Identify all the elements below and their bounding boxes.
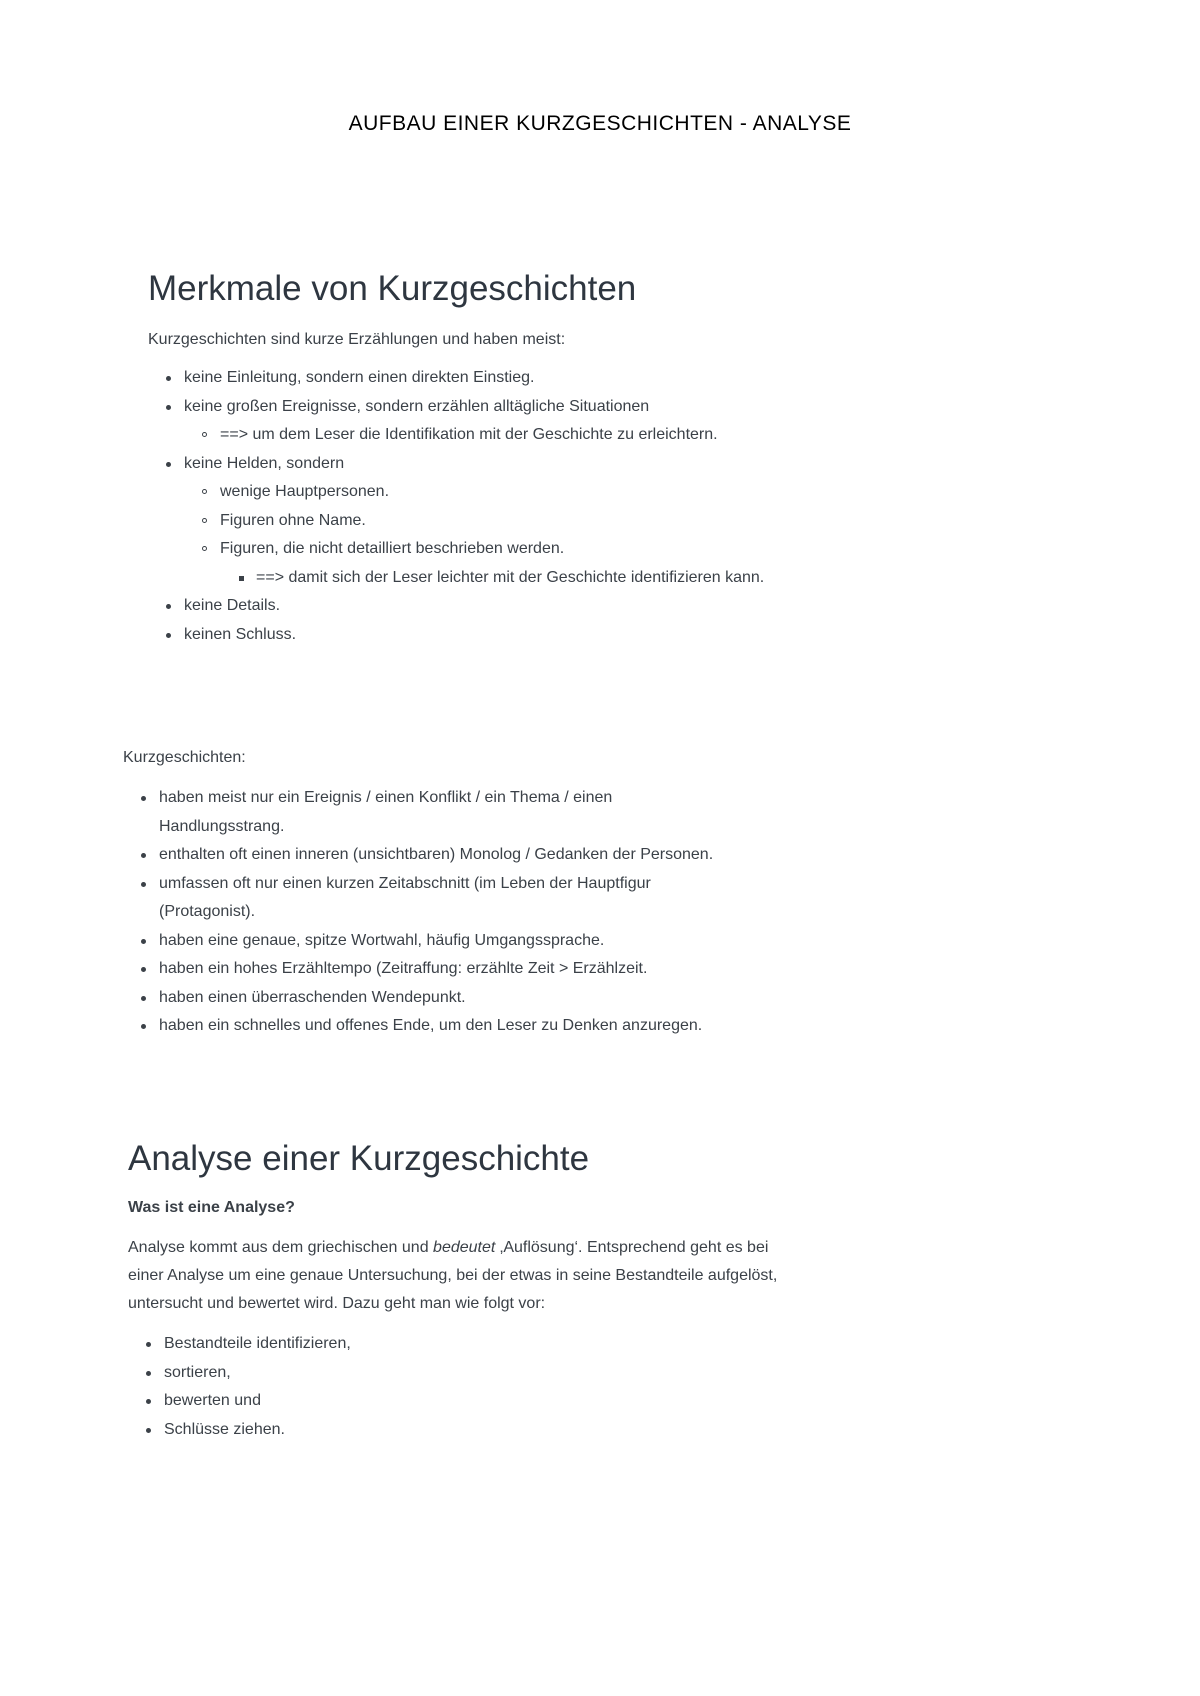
list-item: haben ein schnelles und offenes Ende, um den Leser zu Denken anzuregen. [123, 1012, 813, 1041]
section-heading-merkmale: Merkmale von Kurzgeschichten [148, 269, 637, 308]
feature-list [148, 364, 848, 649]
list-item: haben meist nur ein Ereignis / einen Konflikt / ein Thema / einen Handlungsstrang. [123, 784, 719, 841]
sub-sub-list-item: ==> damit sich der Leser leichter mit der Geschichte identifizieren kann. [220, 564, 790, 593]
section-merkmale [148, 268, 848, 649]
section-analyse [128, 1138, 828, 1444]
list-item: Bestandteile identifizieren, [128, 1330, 828, 1359]
sub-list-item: ==> um dem Leser die Identifikation mit der Geschichte zu erleichtern. [184, 421, 848, 450]
list-item-text: keine großen Ereignisse, sondern erzählen alltägliche Situationen [184, 397, 650, 415]
steps-list [128, 1330, 828, 1444]
paragraph-italic: bedeutet [433, 1239, 496, 1256]
section-heading-analyse: Analyse einer Kurzgeschichte [128, 1139, 590, 1178]
list-item-text: keine Helden, sondern [184, 454, 345, 472]
sub-list-item [184, 535, 848, 592]
sub-list [184, 421, 848, 450]
sub-sub-list [220, 564, 790, 593]
sub-list-item: wenige Hauptpersonen. [184, 478, 848, 507]
list-item: keine Einleitung, sondern einen direkten Einstieg. [148, 364, 848, 393]
sub-list-item-text: Figuren, die nicht detailliert beschrieben werden. [220, 540, 565, 557]
section-intro: Kurzgeschichten: [123, 749, 246, 766]
list-item: keine Details. [148, 592, 848, 621]
list-item [148, 393, 848, 450]
list-item: haben ein hohes Erzähltempo (Zeitraffung: erzählte Zeit > Erzählzeit. [123, 955, 813, 984]
paragraph-text: ‚Auflösung‘. Entsprechend geht es bei einer Analyse um eine genaue Untersuchung, bei der etwas in seine Bestandteile aufgelöst, untersucht und bewertet wird. Dazu geht man wie folgt vor: [128, 1239, 778, 1312]
list-item: haben eine genaue, spitze Wortwahl, häufig Umgangssprache. [123, 927, 813, 956]
list-item: Schlüsse ziehen. [128, 1416, 828, 1445]
section-intro: Kurzgeschichten sind kurze Erzählungen und haben meist: [148, 331, 566, 348]
list-item: sortieren, [128, 1359, 828, 1388]
page-title: AUFBAU EINER KURZGESCHICHTEN - ANALYSE [348, 112, 852, 135]
list-item: haben einen überraschenden Wendepunkt. [123, 984, 813, 1013]
analysis-paragraph [128, 1234, 788, 1318]
list-item: bewerten und [128, 1387, 828, 1416]
section-kurzgeschichten [123, 744, 843, 1041]
list-item: keinen Schluss. [148, 621, 848, 650]
sub-list [184, 478, 848, 592]
section-subheading: Was ist eine Analyse? [128, 1199, 295, 1216]
paragraph-text: Analyse kommt aus dem griechischen und [128, 1239, 434, 1256]
sub-list-item: Figuren ohne Name. [184, 507, 848, 536]
list-item [148, 450, 848, 593]
list-item: umfassen oft nur einen kurzen Zeitabschnitt (im Leben der Hauptfigur (Protagonist). [123, 870, 749, 927]
characteristics-list [123, 784, 813, 1041]
list-item: enthalten oft einen inneren (unsichtbaren) Monolog / Gedanken der Personen. [123, 841, 813, 870]
